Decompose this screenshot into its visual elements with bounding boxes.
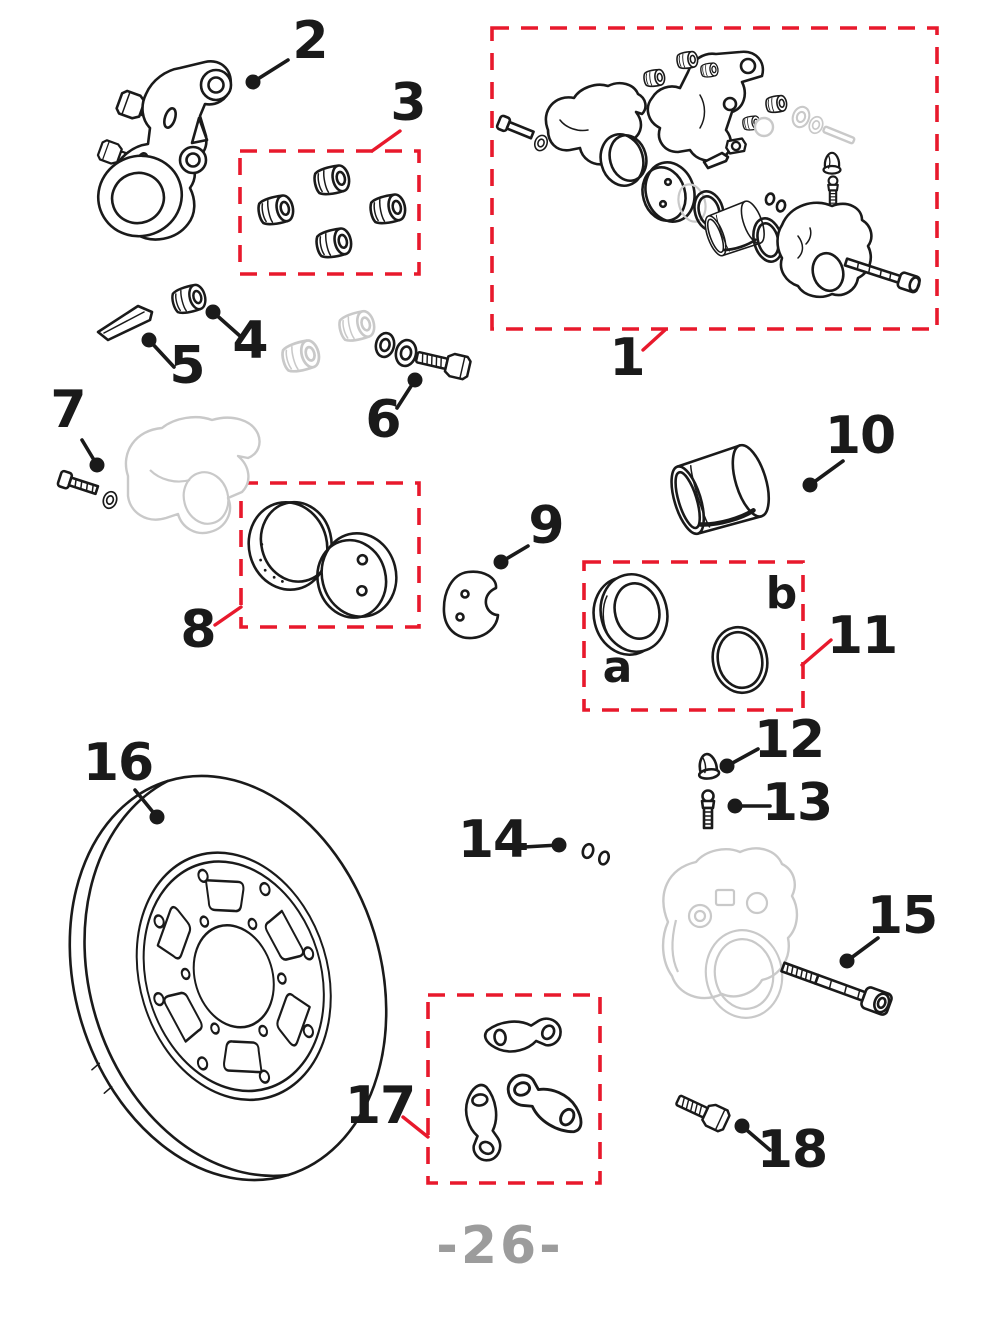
part-15-socket-bolt (779, 957, 893, 1016)
callout-2: 2 (292, 11, 328, 71)
callout-5: 5 (169, 336, 205, 396)
page-number: -26- (436, 1216, 564, 1276)
part-1-caliper-assembly (496, 51, 921, 297)
leader-3 (372, 131, 400, 151)
callout-6: 6 (365, 390, 401, 450)
callout-b: b (765, 568, 797, 619)
part-6-bolt-washers (280, 309, 472, 380)
assembly-bleed-cap (824, 153, 841, 174)
callout-17: 17 (344, 1076, 416, 1136)
assembly-bleed-screw (828, 176, 838, 206)
seal-b-o-ring (707, 622, 774, 698)
leader-6 (397, 373, 423, 409)
callout-18: 18 (756, 1120, 828, 1180)
callout-9: 9 (528, 496, 564, 556)
callout-a: a (602, 642, 632, 693)
assembly-screw (496, 115, 549, 152)
part-9-shim-plate (444, 572, 498, 638)
callout-4: 4 (232, 311, 268, 371)
leader-2 (246, 60, 289, 90)
callout-3: 3 (390, 73, 426, 133)
part-18-hex-bolt (673, 1090, 731, 1133)
callout-16: 16 (82, 733, 154, 793)
leader-14 (524, 838, 567, 853)
callout-12: 12 (753, 710, 825, 770)
part-4-bushing (170, 283, 208, 316)
assembly-outer-caliper-half (778, 203, 922, 297)
part-10-piston (664, 441, 776, 539)
ghost-bushing (280, 338, 322, 374)
part-15-ghost-hub (663, 848, 797, 1024)
assembly-bracket (643, 51, 788, 168)
assembly-pad-seal-piston (636, 157, 787, 265)
part-8-brake-pads (240, 493, 406, 626)
leader-9 (494, 546, 529, 570)
callout-7: 7 (50, 380, 86, 440)
part-12-bleed-cap (696, 753, 719, 780)
callout-1: 1 (609, 328, 645, 388)
part-17-lock-tabs (458, 1007, 589, 1163)
callout-15: 15 (866, 886, 938, 946)
part-16-brake-disc (18, 736, 435, 1221)
ghost-bushing (337, 309, 377, 344)
part-3-bushings (256, 164, 407, 260)
callout-14: 14 (457, 810, 529, 870)
leader-12 (720, 749, 759, 774)
leader-7 (82, 440, 105, 473)
leader-1 (643, 330, 665, 350)
callout-13: 13 (761, 773, 833, 833)
callout-10: 10 (824, 406, 896, 466)
part-7-bolt-washer (57, 470, 119, 510)
callout-11: 11 (826, 606, 898, 666)
part-2-mounting-bracket (87, 61, 231, 248)
part-14-o-rings (581, 843, 610, 866)
leader-8 (215, 607, 241, 625)
callout-8: 8 (180, 600, 216, 660)
part-13-bleed-screw (702, 791, 714, 829)
assembly-inner-caliper-half (546, 83, 651, 190)
